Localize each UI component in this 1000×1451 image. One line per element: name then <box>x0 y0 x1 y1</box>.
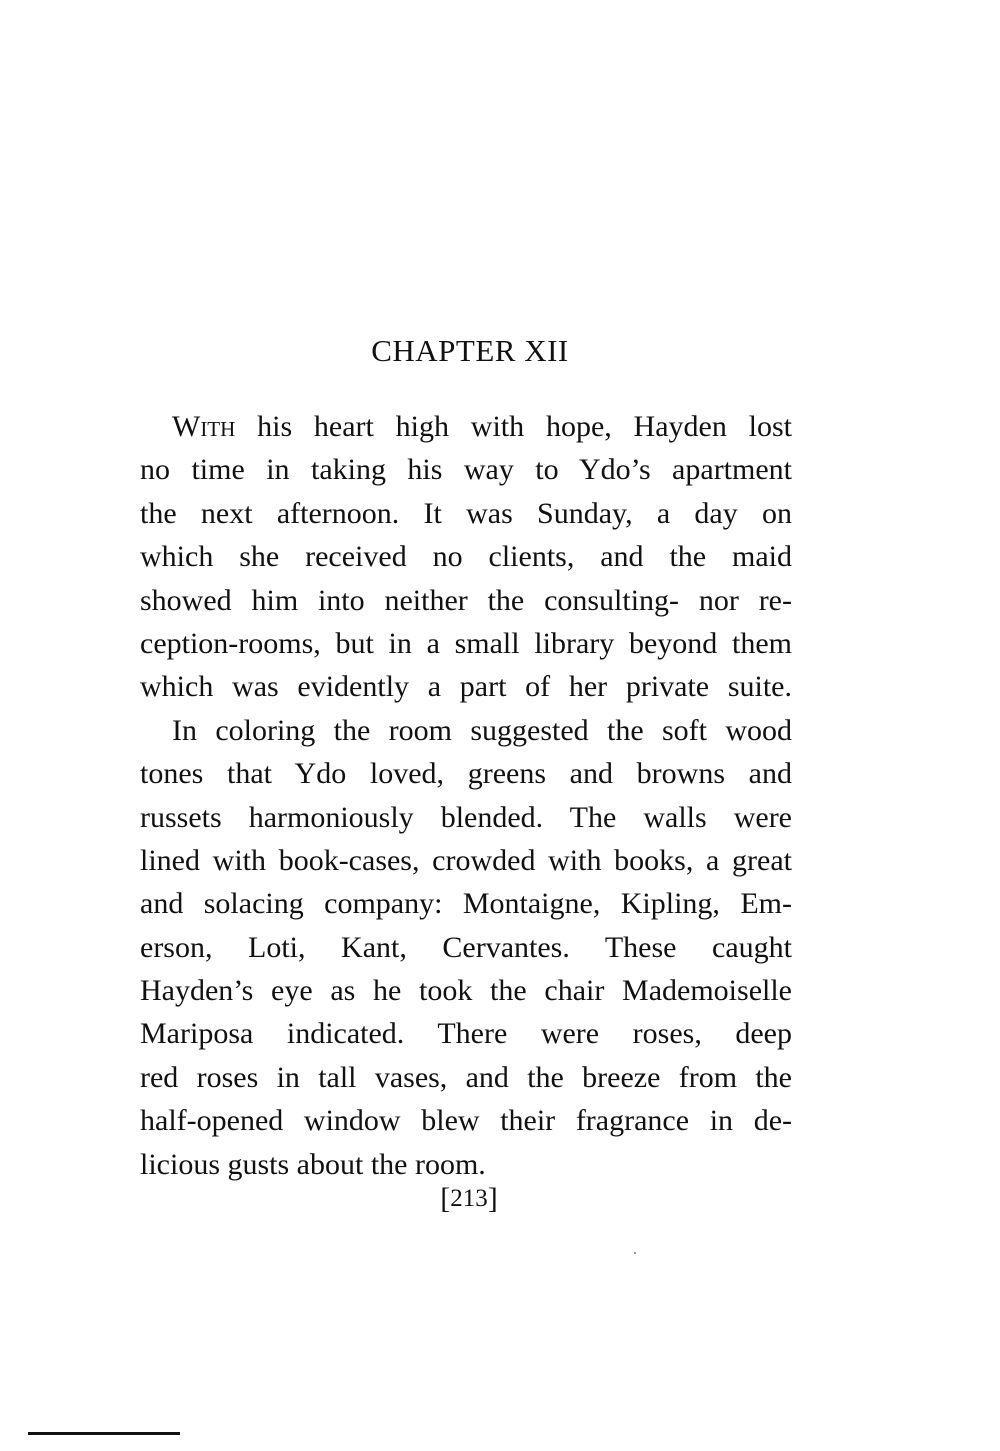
text-line: no time in taking his way to Ydo’s apartment <box>140 453 792 487</box>
text-line: which she received no clients, and the maid <box>140 540 792 574</box>
text-line: and solacing company: Montaigne, Kipling, Em- <box>140 887 792 921</box>
footer-rule <box>28 1432 180 1435</box>
folio-number: 213 <box>450 1185 488 1212</box>
text-line: tones that Ydo loved, greens and browns and <box>140 757 792 791</box>
folio-bracket-close: ] <box>487 1182 498 1215</box>
text-line: In coloring the room suggested the soft wood <box>172 713 792 747</box>
text-line: Mariposa indicated. There were roses, deep <box>140 1017 792 1051</box>
text-line-content: his heart high with hope, Hayden lost <box>235 410 792 443</box>
body-text <box>140 405 792 1186</box>
page-number <box>140 1182 792 1216</box>
text-line: which was evidently a part of her private suite. <box>140 670 792 704</box>
text-line: licious gusts about the room. <box>140 1147 486 1181</box>
text-line <box>140 405 792 448</box>
chapter-title: CHAPTER XII <box>371 333 569 368</box>
text-line: red roses in tall vases, and the breeze from the <box>140 1060 792 1094</box>
text-line: half-opened window blew their fragrance in de- <box>140 1104 792 1138</box>
text-line: Hayden’s eye as he took the chair Mademoiselle <box>140 974 792 1008</box>
text-line: showed him into neither the consulting- nor re- <box>140 583 792 617</box>
drop-word: With <box>172 410 236 443</box>
text-line: ception-rooms, but in a small library beyond them <box>140 626 792 660</box>
text-line: russets harmoniously blended. The walls were <box>140 800 792 834</box>
text-line: the next afternoon. It was Sunday, a day on <box>140 496 792 530</box>
text-line: erson, Loti, Kant, Cervantes. These caught <box>140 930 792 964</box>
folio-bracket-open: [ <box>440 1182 451 1215</box>
text-line: lined with book-cases, crowded with books, a great <box>140 843 792 877</box>
scan-speck <box>634 1252 636 1254</box>
